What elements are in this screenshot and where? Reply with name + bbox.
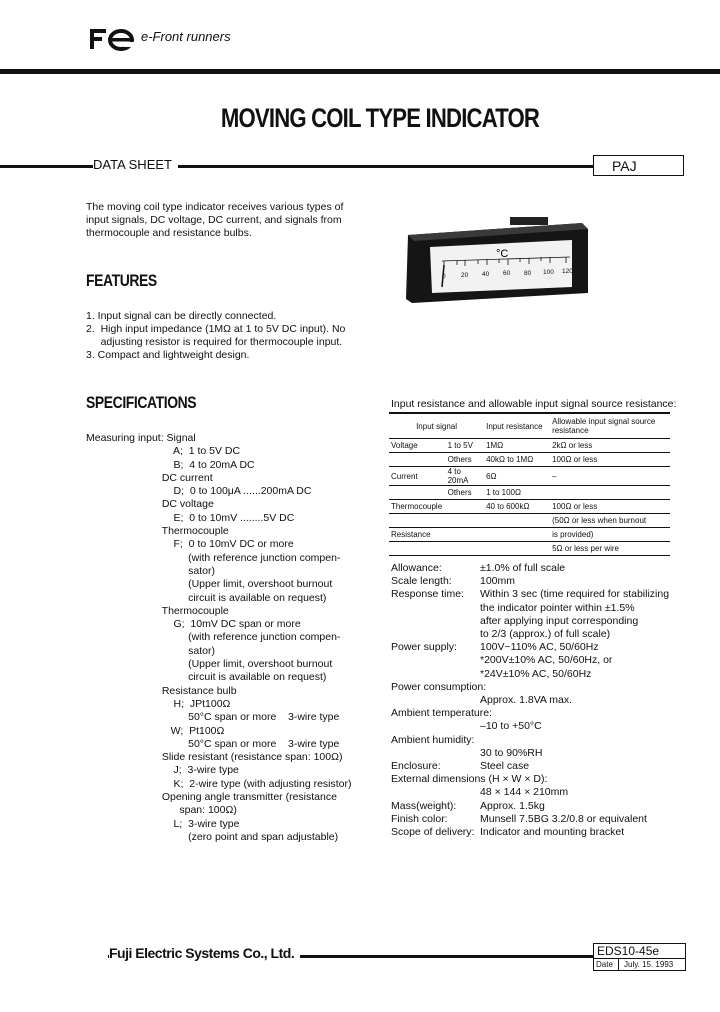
scale-tick-label: 60 — [503, 270, 511, 277]
property-value: to 2/3 (approx.) of full scale) — [480, 628, 611, 640]
spec-line: (Upper limit, overshoot burnout — [86, 658, 333, 671]
doc-number: EDS10-45e — [597, 944, 660, 958]
table-cell — [446, 500, 484, 514]
spec-line: L; 3-wire type — [86, 817, 240, 830]
property-value: –10 to +50°C — [480, 720, 542, 733]
features-list — [86, 310, 376, 362]
table-cell: 40kΩ to 1MΩ — [484, 453, 550, 467]
list-item: adjusting resistor is required for thermocouple input. — [86, 336, 343, 348]
table-cell: Voltage — [389, 439, 446, 453]
resistance-table — [389, 412, 670, 556]
property-label: Power consumption: — [391, 680, 487, 693]
list-item: 2. High input impedance (1MΩ at 1 to 5V DC input). No — [86, 323, 346, 335]
intro-paragraph: The moving coil type indicator receives various types of input signals, DC voltage, DC current, and signals from thermocouple and resistance bulbs. — [86, 201, 344, 239]
table-row — [389, 453, 670, 467]
data-sheet-rule — [0, 165, 593, 168]
date-value: July. 15. 1993 — [624, 960, 674, 969]
specifications-heading: SPECIFICATIONS — [86, 393, 197, 412]
list-item: 3. Compact and lightweight design. — [86, 349, 250, 361]
col-header: Input resistance — [484, 413, 550, 439]
table-row — [389, 439, 670, 453]
property-value: Approx. 1.8VA max. — [480, 694, 573, 706]
table-cell — [389, 542, 446, 556]
spec-line: Measuring input: Signal — [86, 432, 196, 444]
property-label: Enclosure: — [391, 760, 441, 772]
table-cell: – — [550, 467, 670, 486]
spec-line: K; 2-wire type (with adjusting resistor) — [86, 777, 352, 790]
property-label: Scope of delivery: — [391, 826, 475, 838]
features-heading: FEATURES — [86, 271, 157, 290]
property-value: Munsell 7.5BG 3.2/0.8 or equivalent — [480, 812, 647, 825]
table-cell: Resistance — [389, 528, 446, 542]
scale-tick-label: 120 — [562, 268, 573, 275]
table-cell: 6Ω — [484, 467, 550, 486]
spec-line: Slide resistant (resistance span: 100Ω) — [86, 751, 343, 764]
property-value: the indicator pointer within ±1.5% — [480, 601, 635, 614]
table-cell — [550, 486, 670, 500]
spec-line: Resistance bulb — [86, 684, 237, 697]
table-cell: Thermocouple — [389, 500, 446, 514]
table-cell: 4 to 20mA — [446, 467, 484, 486]
property-value: Steel case — [480, 760, 530, 772]
table-row — [389, 486, 670, 500]
property-value: 48 × 144 × 210mm — [480, 786, 569, 799]
property-value: Indicator and mounting bracket — [480, 826, 625, 838]
spec-line: E; 0 to 10mV ........5V DC — [86, 511, 295, 524]
property-value: Approx. 1.5kg — [480, 799, 545, 812]
scale-unit: °C — [496, 248, 509, 260]
spec-line: DC current — [86, 471, 213, 484]
scale-tick-label: 40 — [482, 271, 490, 278]
spec-line: circuit is available on request) — [86, 671, 327, 684]
property-value: 100mm — [480, 575, 516, 588]
table-cell: Others — [446, 453, 484, 467]
doc-number-box — [593, 943, 686, 971]
table-cell: 5Ω or less per wire — [550, 542, 670, 556]
table-cell — [389, 514, 446, 528]
spec-line: Thermocouple — [86, 604, 229, 617]
table-cell: 2kΩ or less — [550, 439, 670, 453]
table-cell — [446, 528, 484, 542]
resistance-table-title: Input resistance and allowable input signal source resistance: — [391, 398, 677, 410]
spec-line: Thermocouple — [86, 525, 229, 538]
spec-line: sator) — [86, 564, 215, 577]
spec-line: B; 4 to 20mA DC — [86, 458, 255, 471]
property-value: *200V±10% AC, 50/60Hz, or — [480, 654, 613, 667]
spec-line: DC voltage — [86, 498, 214, 511]
property-label: Response time: — [391, 588, 464, 601]
date-label: Date — [596, 960, 613, 969]
table-row — [389, 514, 670, 528]
property-value: after applying input corresponding — [480, 614, 639, 627]
table-cell — [446, 542, 484, 556]
page-title: MOVING COIL TYPE INDICATOR — [220, 103, 540, 133]
table-cell — [484, 514, 550, 528]
property-label: Allowance: — [391, 562, 442, 574]
scale-tick-label: 80 — [524, 270, 532, 277]
table-cell: 1MΩ — [484, 439, 550, 453]
date-divider — [618, 959, 619, 971]
table-cell — [389, 486, 446, 500]
list-item: 1. Input signal can be directly connected. — [86, 310, 277, 322]
spec-line: (Upper limit, overshoot burnout — [86, 578, 333, 591]
scale-tick-label: 0 — [442, 273, 446, 280]
spec-line: (zero point and span adjustable) — [86, 830, 339, 843]
spec-line: 50°C span or more 3-wire type — [86, 737, 340, 750]
fuji-logo-mark — [88, 27, 138, 51]
spec-line: A; 1 to 5V DC — [86, 445, 241, 458]
table-cell: 1 to 5V — [446, 439, 484, 453]
col-header: Allowable input signal source resistance — [550, 413, 670, 439]
property-label: Power supply: — [391, 641, 457, 654]
spec-line: circuit is available on request) — [86, 591, 327, 604]
property-value: 30 to 90%RH — [480, 746, 543, 759]
spec-line: span: 100Ω) — [86, 804, 237, 817]
property-label: Ambient temperature: — [391, 707, 492, 720]
spec-line: G; 10mV DC span or more — [86, 618, 301, 631]
table-cell — [389, 453, 446, 467]
property-label: Mass(weight): — [391, 799, 457, 812]
table-row — [389, 500, 670, 514]
company-name: Fuji Electric Systems Co., Ltd. — [109, 945, 300, 961]
table-cell: (50Ω or less when burnout — [550, 514, 670, 528]
scale-tick-label: 100 — [543, 269, 554, 276]
property-value: ±1.0% of full scale — [480, 562, 566, 574]
table-cell: 40 to 600kΩ — [484, 500, 550, 514]
spec-line: 50°C span or more 3-wire type — [86, 711, 340, 724]
spec-line: D; 0 to 100μA ......200mA DC — [86, 485, 312, 498]
property-label: Ambient humidity: — [391, 733, 475, 746]
table-cell: Others — [446, 486, 484, 500]
spec-line: (with reference junction compen- — [86, 551, 341, 564]
indicator-photo — [402, 207, 590, 305]
table-cell: is provided) — [550, 528, 670, 542]
property-value: *24V±10% AC, 50/60Hz — [480, 667, 592, 680]
property-label: External dimensions (H × W × D): — [391, 773, 548, 786]
spec-line: H; JPt100Ω — [86, 697, 231, 710]
table-row — [389, 542, 670, 556]
spec-line: W; Pt100Ω — [86, 724, 225, 737]
table-cell: 1 to 100Ω — [484, 486, 550, 500]
table-cell — [484, 542, 550, 556]
spec-line: sator) — [86, 644, 215, 657]
property-value: 100V~110% AC, 50/60Hz — [480, 641, 599, 654]
spec-line: Opening angle transmitter (resistance — [86, 791, 337, 804]
property-value: Within 3 sec (time required for stabilizing — [480, 588, 670, 601]
table-cell: 100Ω or less — [550, 500, 670, 514]
header-rule — [0, 69, 720, 74]
scale-tick-label: 20 — [461, 272, 469, 279]
model-badge: PAJ — [593, 155, 684, 176]
property-label: Finish color: — [391, 812, 448, 825]
table-cell — [446, 514, 484, 528]
col-header: Input signal — [389, 413, 484, 439]
date-row — [594, 958, 685, 971]
property-label: Scale length: — [391, 575, 452, 588]
measuring-input-list — [86, 432, 352, 844]
table-row — [389, 528, 670, 542]
table-cell — [484, 528, 550, 542]
table-cell: 100Ω or less — [550, 453, 670, 467]
spec-line: F; 0 to 10mV DC or more — [86, 538, 294, 551]
spec-line: (with reference junction compen- — [86, 631, 341, 644]
spec-line: J; 3-wire type — [86, 764, 239, 777]
brand-tagline: e-Front runners — [141, 29, 231, 44]
data-sheet-label: DATA SHEET — [93, 157, 178, 172]
table-cell: Current — [389, 467, 446, 486]
table-row — [389, 467, 670, 486]
